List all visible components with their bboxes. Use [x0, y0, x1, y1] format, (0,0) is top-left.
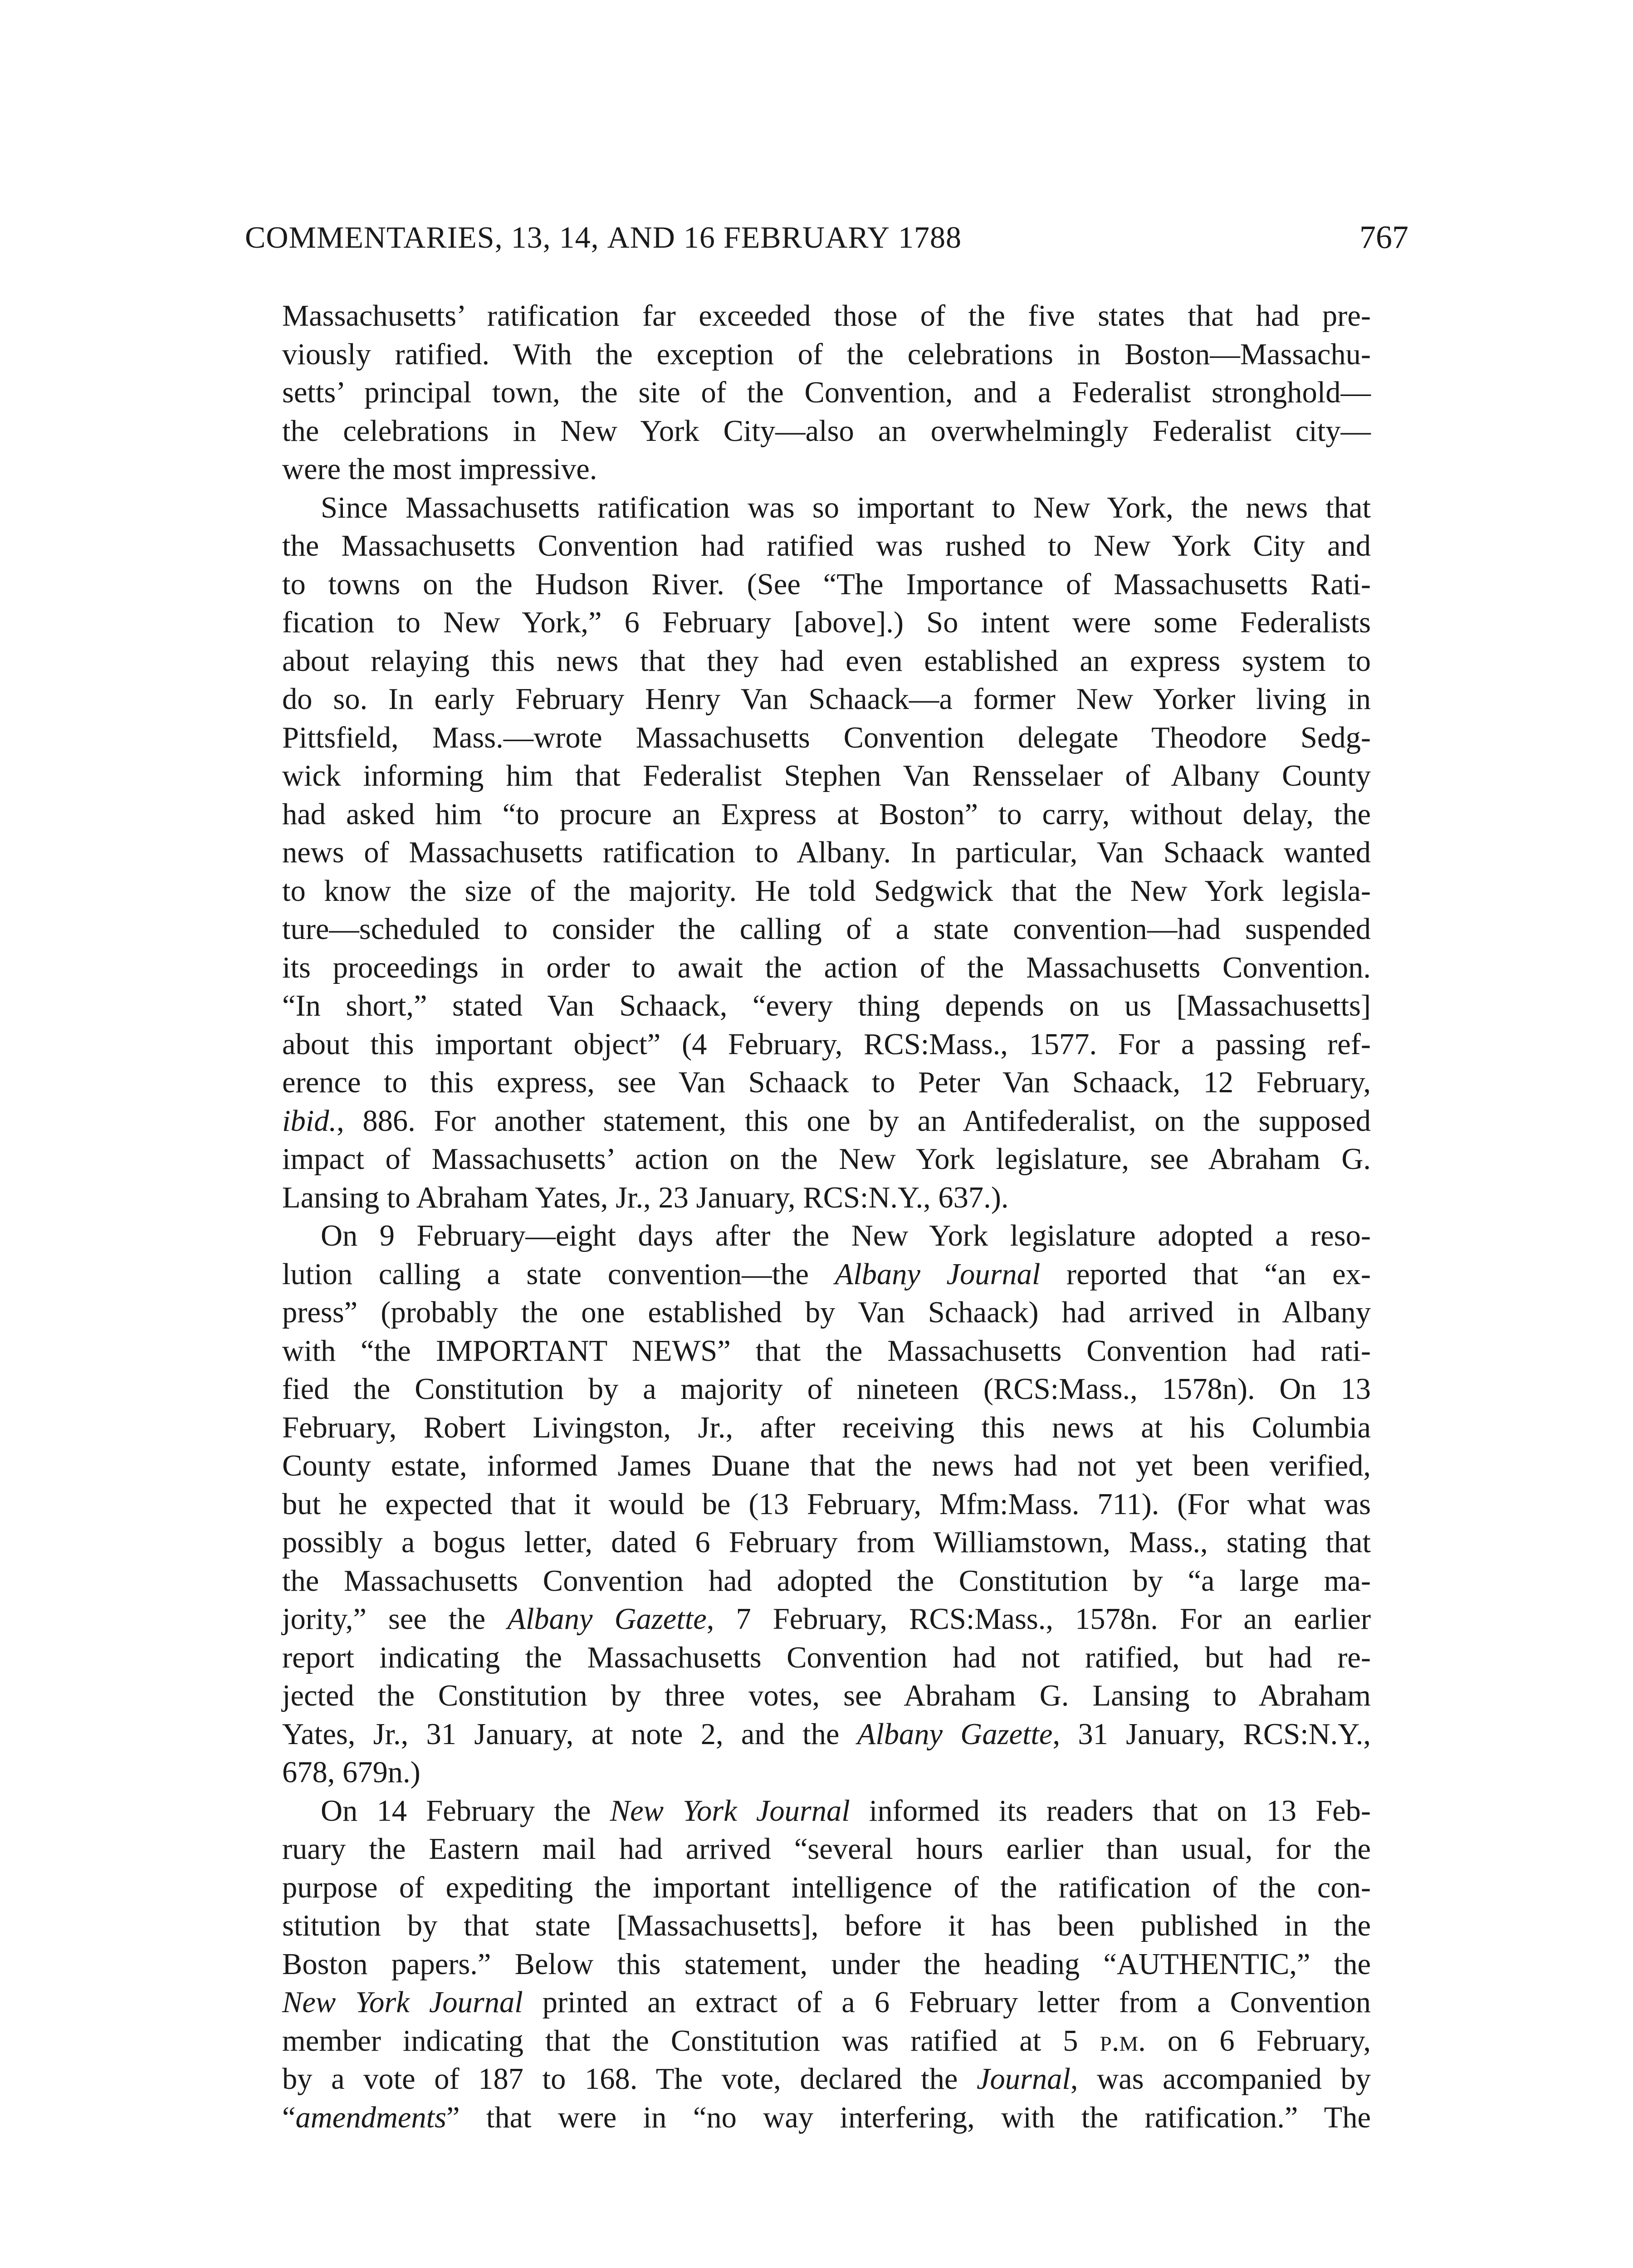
text-line: with “the IMPORTANT NEWS” that the Massachusetts Convention had rati- — [282, 1334, 1371, 1368]
text-line: possibly a bogus letter, dated 6 February from Williamstown, Mass., stating that — [282, 1526, 1371, 1559]
text-line: Lansing to Abraham Yates, Jr., 23 January, RCS:N.Y., 637.). — [282, 1181, 1009, 1214]
text-line: purpose of expediting the important intelligence of the ratification of the con- — [282, 1871, 1371, 1904]
text-line: erence to this express, see Van Schaack to Peter Van Schaack, 12 February, — [282, 1066, 1371, 1099]
text-line: fication to New York,” 6 February [above].) So intent were some Federalists — [282, 606, 1371, 639]
text-line: had asked him “to procure an Express at Boston” to carry, without delay, the — [282, 797, 1371, 831]
text-line: report indicating the Massachusetts Convention had not ratified, but had re- — [282, 1641, 1371, 1674]
text-line: the Massachusetts Convention had ratified was rushed to New York City and — [282, 529, 1371, 562]
text-line: by a vote of 187 to 168. The vote, declared the Journal, was accompanied by — [282, 2063, 1371, 2096]
text-line: Pittsfield, Mass.—wrote Massachusetts Convention delegate Theodore Sedg- — [282, 721, 1371, 754]
text-line: about relaying this news that they had even established an express system to — [282, 644, 1371, 678]
text-line: press” (probably the one established by Van Schaack) had arrived in Albany — [282, 1296, 1371, 1329]
text-line: February, Robert Livingston, Jr., after receiving this news at his Columbia — [282, 1411, 1371, 1444]
text-line: On 9 February—eight days after the New York legislature adopted a reso- — [321, 1219, 1371, 1252]
running-head-c: C — [245, 220, 266, 254]
text-line: its proceedings in order to await the action of the Massachusetts Convention. — [282, 951, 1371, 984]
text-line: ture—scheduled to consider the calling of a state convention—had suspended — [282, 913, 1371, 946]
running-head-ebruary: EBRUARY — [741, 220, 890, 254]
text-line: setts’ principal town, the site of the Convention, and a Federalist stronghold— — [282, 376, 1371, 409]
text-line: but he expected that it would be (13 February, Mfm:Mass. 711). (For what was — [282, 1487, 1371, 1521]
text-line: impact of Massachusetts’ action on the New York legislature, see Abraham G. — [282, 1143, 1371, 1176]
text-line: were the most impressive. — [282, 453, 597, 486]
text-line: lution calling a state convention—the Albany Journal reported that “an ex- — [282, 1257, 1371, 1291]
text-line: the celebrations in New York City—also an overwhelmingly Federalist city— — [282, 414, 1371, 448]
text-line: Yates, Jr., 31 January, at note 2, and the Albany Gazette, 31 January, RCS:N.Y., — [282, 1717, 1371, 1751]
text-line: about this important object” (4 February, RCS:Mass., 1577. For a passing ref- — [282, 1027, 1371, 1061]
text-line: news of Massachusetts ratification to Albany. In particular, Van Schaack wanted — [282, 836, 1371, 869]
page-number: 767 — [1359, 219, 1408, 255]
text-line: ibid., 886. For another statement, this one by an Antifederalist, on the supposed — [282, 1104, 1371, 1138]
paragraph-3 — [282, 1217, 1371, 1792]
text-line: ruary the Eastern mail had arrived “several hours earlier than usual, for the — [282, 1833, 1371, 1866]
text-line: viously ratified. With the exception of the celebrations in Boston—Massachu- — [282, 337, 1371, 371]
running-head-and: AND — [607, 220, 675, 254]
text-line: to know the size of the majority. He told Sedgwick that the New York legisla- — [282, 874, 1371, 908]
text-line: 678, 679n.) — [282, 1756, 420, 1789]
running-head-year: 1788 — [890, 220, 962, 254]
text-line: jority,” see the Albany Gazette, 7 February, RCS:Mass., 1578n. For an earlier — [282, 1603, 1371, 1636]
paragraph-4 — [282, 1792, 1371, 2137]
text-line: the Massachusetts Convention had adopted the Constitution by “a large ma- — [282, 1564, 1371, 1598]
text-line: fied the Constitution by a majority of nineteen (RCS:Mass., 1578n). On 13 — [282, 1373, 1371, 1406]
text-line: member indicating that the Constitution was ratified at 5 p.m. on 6 February, — [282, 2024, 1371, 2058]
body-text — [282, 297, 1371, 2137]
paragraph-2 — [282, 489, 1371, 1217]
text-line: Massachusetts’ ratification far exceeded those of the five states that had pre- — [282, 299, 1371, 332]
text-line: Boston papers.” Below this statement, under the heading “AUTHENTIC,” the — [282, 1947, 1371, 1981]
text-line: wick informing him that Federalist Stephen Van Rensselaer of Albany County — [282, 759, 1371, 792]
text-line: Since Massachusetts ratification was so important to New York, the news that — [321, 491, 1371, 524]
text-line: On 14 February the New York Journal informed its readers that on 13 Feb- — [321, 1794, 1371, 1828]
running-head — [245, 217, 1406, 258]
running-head-ommentaries: OMMENTARIES — [266, 220, 495, 254]
running-head-f: 16 F — [675, 220, 741, 254]
text-line: do so. In early February Henry Van Schaack—a former New Yorker living in — [282, 683, 1371, 716]
text-line: “In short,” stated Van Schaack, “every thing depends on us [Massachusetts] — [282, 989, 1371, 1022]
text-line: stitution by that state [Massachusetts], before it has been published in the — [282, 1909, 1371, 1942]
text-line: New York Journal printed an extract of a 6 February letter from a Convention — [282, 1986, 1371, 2019]
text-line: County estate, informed James Duane that the news had not yet been verified, — [282, 1449, 1371, 1482]
paragraph-1 — [282, 297, 1371, 489]
running-head-dates: , 13, 14, — [494, 220, 607, 254]
text-line: jected the Constitution by three votes, see Abraham G. Lansing to Abraham — [282, 1679, 1371, 1712]
text-line: “amendments” that were in “no way interfering, with the ratification.” The — [282, 2101, 1371, 2134]
text-line: to towns on the Hudson River. (See “The Importance of Massachusetts Rati- — [282, 567, 1371, 601]
